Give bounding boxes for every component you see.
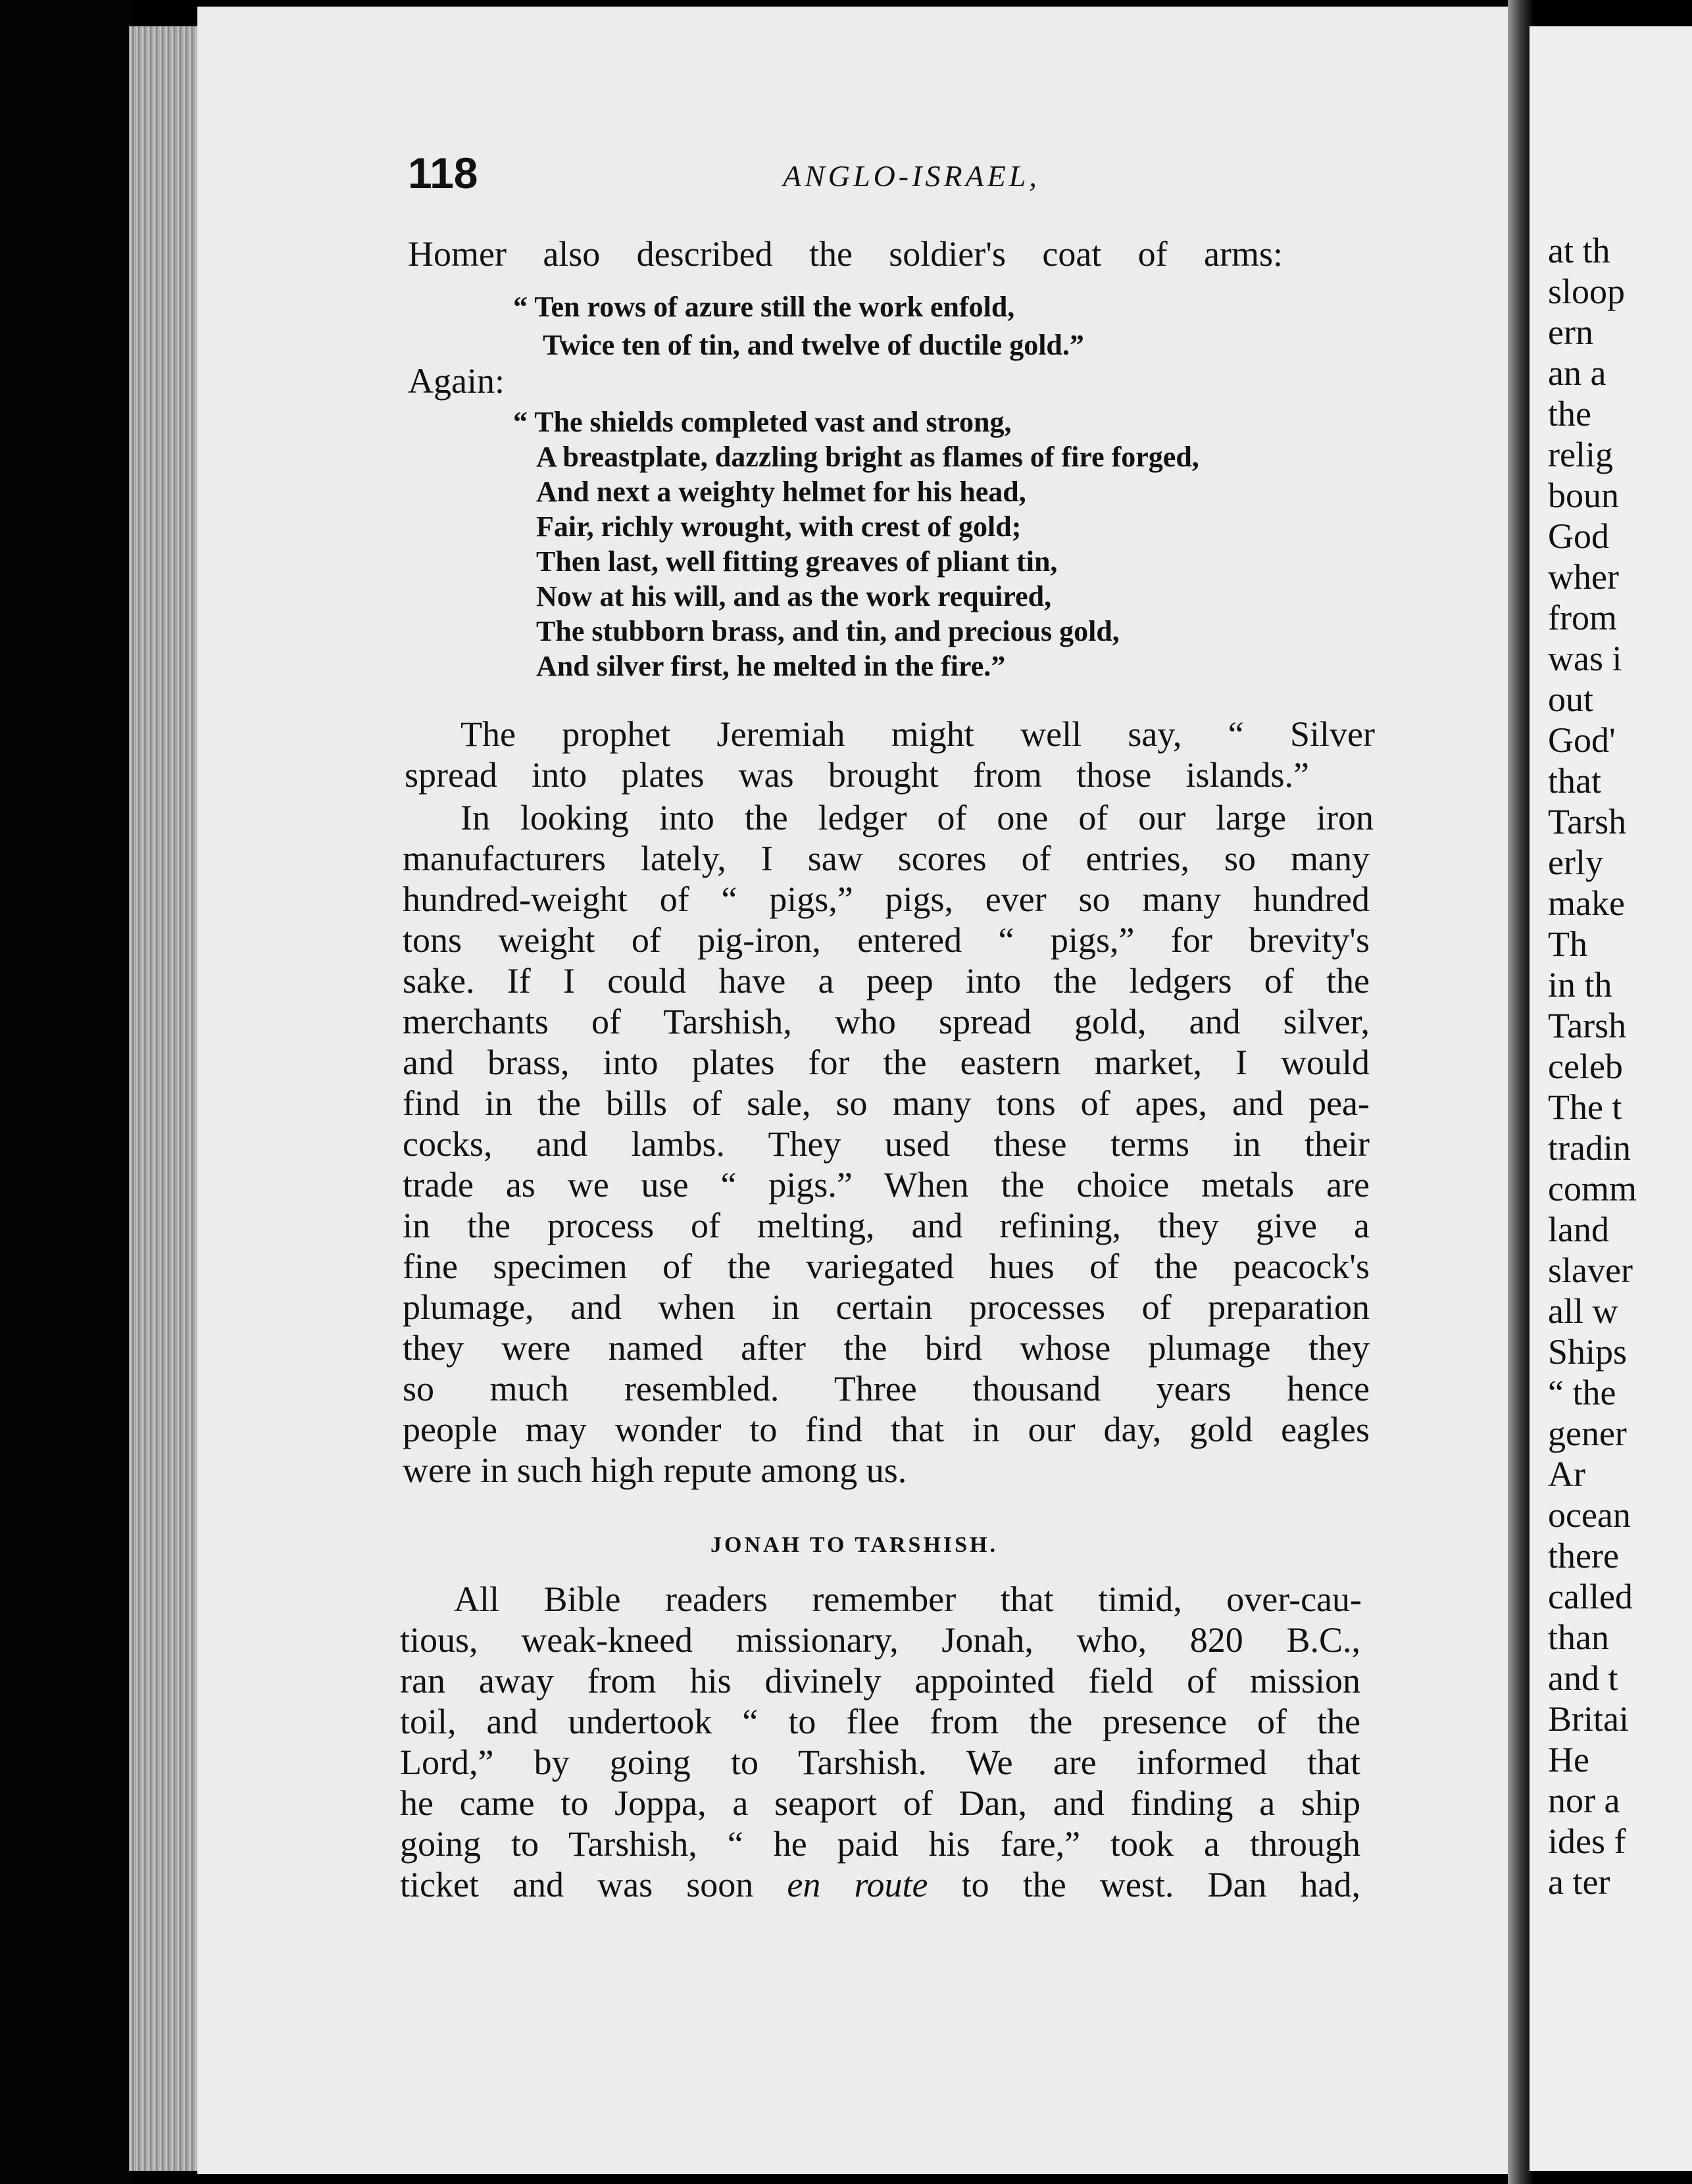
facing-page-line: in th (1548, 965, 1612, 1005)
body-line: ran away from his divinely appointed field of mission (400, 1661, 1360, 1700)
facing-page (1530, 26, 1692, 2171)
body-line: find in the bills of sale, so many tons of apes, and pea- (403, 1083, 1370, 1123)
verse-line: A breastplate, dazzling bright as flames of fire forged, (536, 441, 1199, 473)
book-page-edges (129, 26, 208, 2171)
facing-page-line: The t (1548, 1087, 1622, 1127)
facing-page-line: make (1548, 883, 1625, 923)
body-line: tious, weak-kneed missionary, Jonah, who, 820 B.C., (400, 1620, 1360, 1660)
facing-page-line: Britai (1548, 1699, 1629, 1739)
facing-page-line: slaver (1548, 1251, 1633, 1290)
body-line: people may wonder to find that in our day, gold eagles (403, 1410, 1370, 1449)
facing-page-line: ocean (1548, 1495, 1631, 1535)
body-line: so much resembled. Three thousand years hence (403, 1369, 1370, 1408)
facing-page-line: nor a (1548, 1781, 1620, 1820)
body-line: plumage, and when in certain processes of preparation (403, 1287, 1370, 1327)
facing-page-line: and t (1548, 1658, 1618, 1698)
verse-line: Then last, well fitting greaves of pliant tin, (536, 545, 1058, 578)
verse-line: And silver first, he melted in the fire.” (536, 650, 1006, 682)
facing-page-line: gener (1548, 1414, 1627, 1453)
facing-page-line: boun (1548, 476, 1619, 515)
facing-page-line: was i (1548, 639, 1622, 678)
section-heading: JONAH TO TARSHISH. (710, 1533, 998, 1557)
line-text: to the west. Dan had, (928, 1865, 1360, 1904)
facing-page-line: Tarsh (1548, 802, 1627, 841)
body-line: in the process of melting, and refining, they give a (403, 1206, 1370, 1245)
facing-page-line: tradin (1548, 1128, 1631, 1168)
verse-line: And next a weighty helmet for his head, (536, 476, 1026, 508)
body-line: cocks, and lambs. They used these terms in their (403, 1124, 1370, 1164)
facing-page-line: out (1548, 680, 1594, 719)
facing-page-line: there (1548, 1536, 1619, 1576)
facing-page-line: called (1548, 1577, 1633, 1616)
body-line: tons weight of pig-iron, entered “ pigs,” for brevity's (403, 920, 1370, 960)
facing-page-line: Tarsh (1548, 1006, 1627, 1045)
verse-line: The stubborn brass, and tin, and precious gold, (536, 615, 1120, 647)
facing-page-line: He (1548, 1740, 1589, 1779)
facing-page-line: erly (1548, 843, 1603, 882)
facing-page-line: Ships (1548, 1332, 1628, 1372)
body-line: and brass, into plates for the eastern market, I would (403, 1043, 1370, 1082)
facing-page-line: ern (1548, 312, 1593, 352)
page-header (408, 148, 1381, 207)
facing-page-line: the (1548, 394, 1591, 434)
body-line: were in such high repute among us. (403, 1451, 907, 1490)
facing-page-line: God' (1548, 720, 1616, 760)
facing-page-line: land (1548, 1210, 1609, 1249)
body-line (400, 1864, 1360, 1905)
facing-page-line: an a (1548, 353, 1606, 393)
body-line: sake. If I could have a peep into the ledgers of the (403, 961, 1370, 1001)
facing-page-line: comm (1548, 1169, 1637, 1208)
facing-page-line: from (1548, 598, 1617, 637)
verse-line: Fair, richly wrought, with crest of gold; (536, 510, 1022, 543)
body-line: fine specimen of the variegated hues of the peacock's (403, 1247, 1370, 1286)
facing-page-line: wher (1548, 557, 1619, 597)
body-line: toil, and undertook “ to flee from the presence of the (400, 1702, 1360, 1741)
facing-page-line: God (1548, 516, 1609, 556)
verse-line: “ Ten rows of azure still the work enfold, (513, 291, 1015, 323)
facing-page-line: Ar (1548, 1454, 1585, 1494)
body-line: manufacturers lately, I saw scores of entries, so many (403, 839, 1370, 878)
body-line: trade as we use “ pigs.” When the choice metals are (403, 1165, 1370, 1204)
facing-page-line: at th (1548, 231, 1610, 270)
facing-page-line: celeb (1548, 1047, 1623, 1086)
facing-page-line: relig (1548, 435, 1613, 474)
body-line: spread into plates was brought from those islands.” (405, 755, 1309, 795)
facing-page-line: that (1548, 761, 1601, 801)
page-number: 118 (408, 149, 478, 197)
again-label: Again: (408, 361, 505, 401)
verse-line: “ The shields completed vast and strong, (513, 406, 1012, 438)
facing-page-line: “ the (1548, 1373, 1616, 1412)
body-line: going to Tarshish, “ he paid his fare,” took a through (400, 1824, 1360, 1864)
body-line: In looking into the ledger of one of our large iron (460, 798, 1374, 837)
scan-left-margin (0, 0, 132, 2184)
facing-page-line: ides f (1548, 1822, 1626, 1861)
body-line: The prophet Jeremiah might well say, “ Silver (460, 714, 1375, 754)
facing-page-line: than (1548, 1618, 1609, 1657)
verse-line: Twice ten of tin, and twelve of ductile gold.” (543, 329, 1084, 361)
italic-phrase: en route (787, 1865, 928, 1904)
facing-page-line: sloop (1548, 272, 1626, 311)
body-line: hundred-weight of “ pigs,” pigs, ever so many hundred (403, 880, 1370, 919)
body-line: All Bible readers remember that timid, over-cau- (454, 1579, 1362, 1619)
body-line: he came to Joppa, a seaport of Dan, and finding a ship (400, 1783, 1360, 1823)
verse-line: Now at his will, and as the work required, (536, 580, 1052, 612)
body-line: they were named after the bird whose plumage they (403, 1328, 1370, 1368)
line-text: ticket and was soon (400, 1865, 787, 1904)
intro-line: Homer also described the soldier's coat of arms: (408, 234, 1283, 274)
body-line: merchants of Tarshish, who spread gold, and silver, (403, 1002, 1370, 1041)
running-title: ANGLO-ISRAEL, (783, 159, 1040, 193)
facing-page-line: all w (1548, 1291, 1618, 1331)
facing-page-line: a ter (1548, 1862, 1610, 1902)
body-line: Lord,” by going to Tarshish. We are informed that (400, 1743, 1360, 1782)
facing-page-line: Th (1548, 924, 1587, 964)
